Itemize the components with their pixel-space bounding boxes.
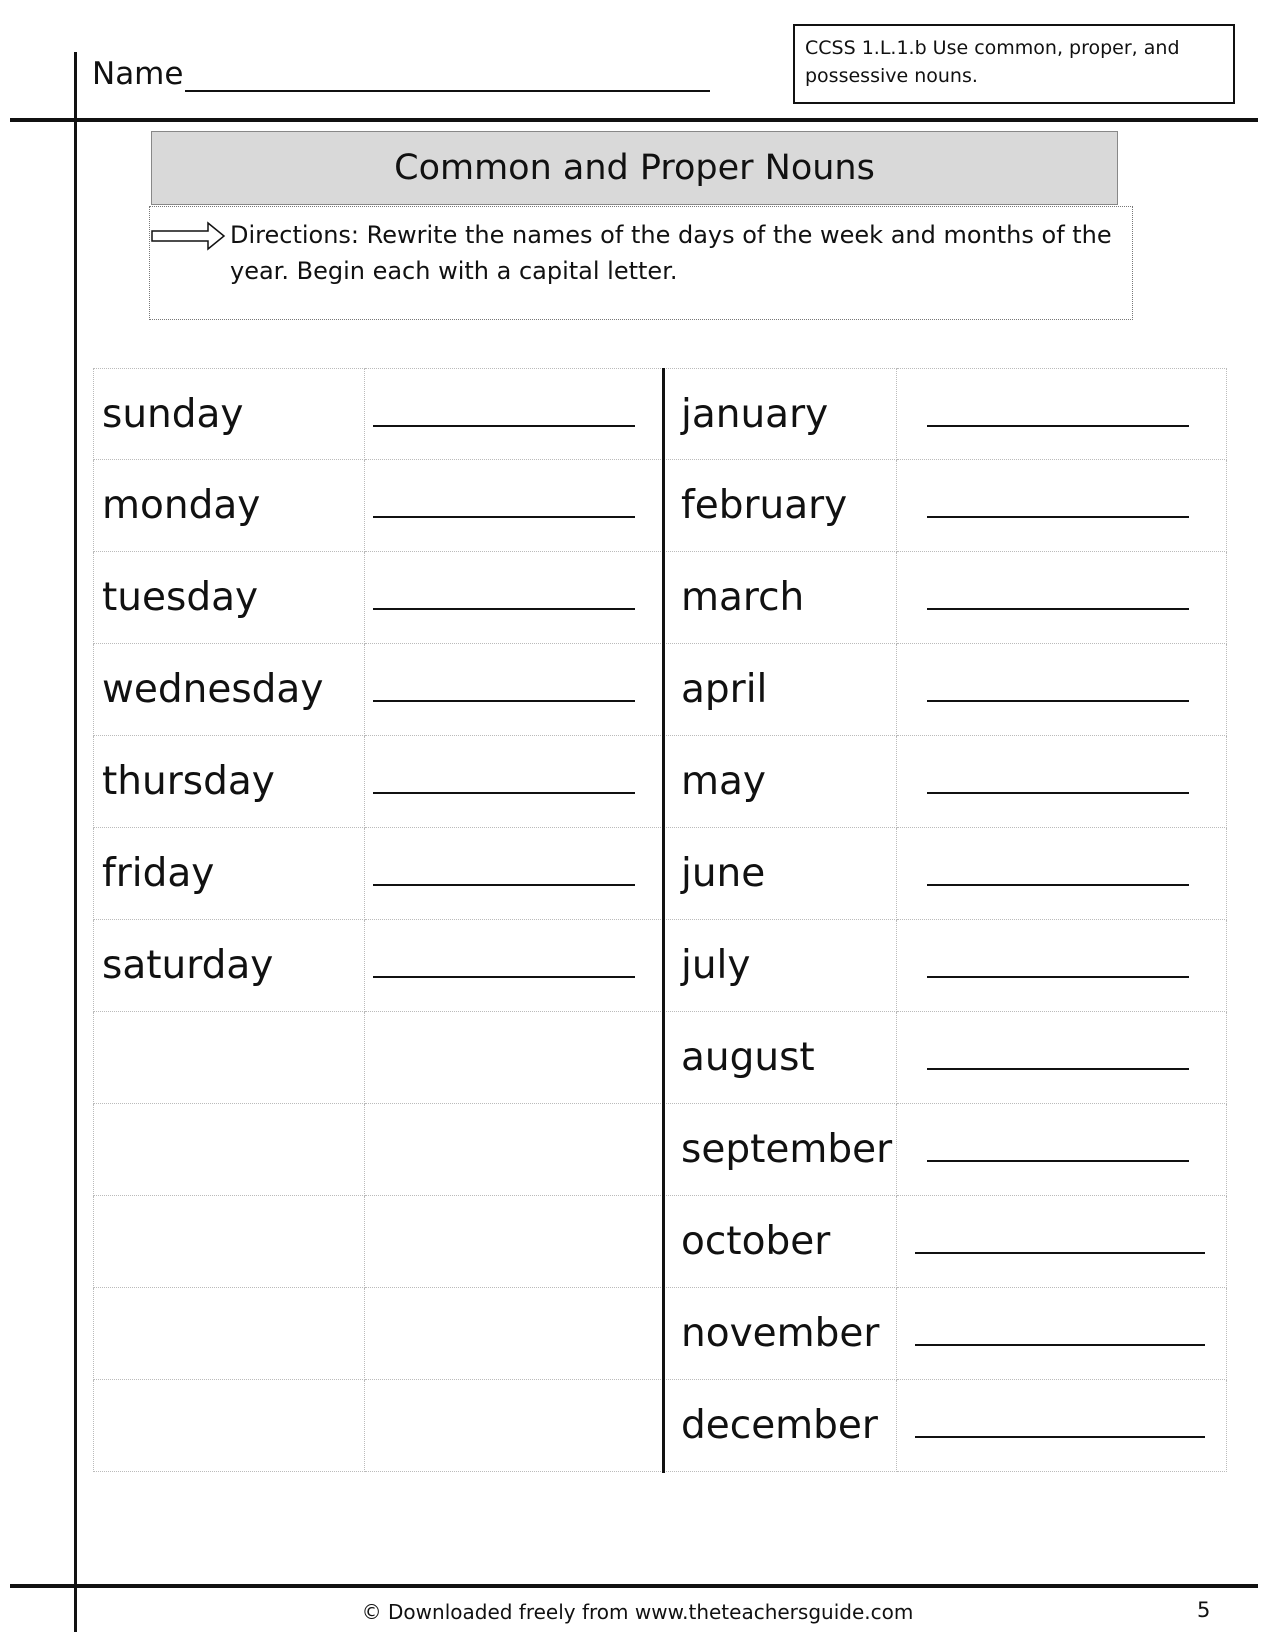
standard-box: CCSS 1.L.1.b Use common, proper, and possessive nouns. bbox=[793, 24, 1235, 104]
month-word-cell bbox=[663, 552, 897, 644]
month-answer-cell bbox=[897, 644, 1227, 736]
month-answer-blank[interactable] bbox=[927, 425, 1189, 427]
month-answer-cell bbox=[897, 828, 1227, 920]
day-answer-cell bbox=[365, 460, 663, 552]
month-word-cell bbox=[663, 828, 897, 920]
day-word: wednesday bbox=[102, 667, 324, 712]
month-answer-blank[interactable] bbox=[915, 1436, 1205, 1438]
month-answer-blank[interactable] bbox=[927, 700, 1189, 702]
month-word: january bbox=[681, 391, 829, 437]
day-answer-cell bbox=[365, 1196, 663, 1288]
month-answer-blank[interactable] bbox=[915, 1344, 1205, 1346]
month-word-cell bbox=[663, 368, 897, 460]
day-word: sunday bbox=[102, 391, 244, 437]
day-word-cell bbox=[93, 736, 365, 828]
month-word-cell bbox=[663, 1288, 897, 1380]
day-answer-cell bbox=[365, 368, 663, 460]
month-answer-blank[interactable] bbox=[927, 1068, 1189, 1070]
left-margin-line bbox=[74, 52, 77, 1632]
day-word: friday bbox=[102, 851, 215, 896]
day-answer-cell bbox=[365, 736, 663, 828]
day-answer-blank[interactable] bbox=[373, 792, 635, 794]
worksheet-title: Common and Proper Nouns bbox=[151, 131, 1118, 205]
day-word-cell bbox=[93, 460, 365, 552]
name-blank[interactable] bbox=[185, 60, 710, 92]
month-answer-cell bbox=[897, 460, 1227, 552]
day-word: thursday bbox=[102, 759, 275, 804]
day-answer-blank[interactable] bbox=[373, 425, 635, 427]
day-answer-blank[interactable] bbox=[373, 700, 635, 702]
month-answer-cell bbox=[897, 1196, 1227, 1288]
month-word-cell bbox=[663, 1104, 897, 1196]
day-word-cell bbox=[93, 644, 365, 736]
arrow-right-icon bbox=[150, 221, 226, 251]
day-answer-blank[interactable] bbox=[373, 884, 635, 886]
month-answer-cell bbox=[897, 368, 1227, 460]
month-answer-blank[interactable] bbox=[927, 792, 1189, 794]
footer-rule bbox=[10, 1584, 1258, 1588]
month-word: august bbox=[681, 1035, 815, 1080]
month-word-cell bbox=[663, 460, 897, 552]
footer-source: © Downloaded freely from www.theteachersguide.com bbox=[361, 1600, 914, 1624]
day-answer-blank[interactable] bbox=[373, 976, 635, 978]
day-word-cell bbox=[93, 1104, 365, 1196]
day-word: saturday bbox=[102, 943, 274, 988]
month-answer-blank[interactable] bbox=[915, 1252, 1205, 1254]
month-answer-cell bbox=[897, 1104, 1227, 1196]
day-answer-cell bbox=[365, 1288, 663, 1380]
day-answer-cell bbox=[365, 552, 663, 644]
day-word-cell bbox=[93, 920, 365, 1012]
month-answer-blank[interactable] bbox=[927, 976, 1189, 978]
month-word: june bbox=[681, 851, 766, 896]
day-word-cell bbox=[93, 1196, 365, 1288]
month-answer-cell bbox=[897, 552, 1227, 644]
month-answer-cell bbox=[897, 1380, 1227, 1472]
month-word: july bbox=[681, 943, 751, 988]
day-answer-cell bbox=[365, 828, 663, 920]
day-answer-blank[interactable] bbox=[373, 608, 635, 610]
month-answer-blank[interactable] bbox=[927, 884, 1189, 886]
month-word-cell bbox=[663, 920, 897, 1012]
month-answer-blank[interactable] bbox=[927, 608, 1189, 610]
month-word: september bbox=[681, 1127, 893, 1172]
day-word-cell bbox=[93, 1380, 365, 1472]
day-answer-cell bbox=[365, 1104, 663, 1196]
day-word-cell bbox=[93, 1012, 365, 1104]
month-answer-blank[interactable] bbox=[927, 516, 1189, 518]
month-word-cell bbox=[663, 736, 897, 828]
day-answer-cell bbox=[365, 1380, 663, 1472]
month-word-cell bbox=[663, 644, 897, 736]
day-word-cell bbox=[93, 828, 365, 920]
page-number: 5 bbox=[1197, 1598, 1211, 1622]
day-answer-cell bbox=[365, 644, 663, 736]
column-divider bbox=[662, 368, 665, 1473]
name-label: Name bbox=[92, 56, 184, 92]
month-word: february bbox=[681, 483, 848, 528]
month-word-cell bbox=[663, 1012, 897, 1104]
month-word: october bbox=[681, 1219, 831, 1264]
name-field bbox=[92, 56, 710, 92]
month-word: march bbox=[681, 575, 805, 620]
day-word: tuesday bbox=[102, 575, 259, 620]
header-rule bbox=[10, 118, 1258, 122]
month-answer-blank[interactable] bbox=[927, 1160, 1189, 1162]
month-answer-cell bbox=[897, 920, 1227, 1012]
month-word: may bbox=[681, 759, 766, 804]
day-answer-cell bbox=[365, 920, 663, 1012]
noun-table bbox=[93, 368, 1227, 1472]
month-word: april bbox=[681, 667, 768, 712]
directions-box bbox=[149, 206, 1133, 320]
day-answer-blank[interactable] bbox=[373, 516, 635, 518]
month-word: november bbox=[681, 1311, 880, 1356]
day-word-cell bbox=[93, 368, 365, 460]
month-word: december bbox=[681, 1403, 878, 1448]
month-word-cell bbox=[663, 1196, 897, 1288]
month-answer-cell bbox=[897, 1288, 1227, 1380]
month-word-cell bbox=[663, 1380, 897, 1472]
day-word: monday bbox=[102, 483, 261, 528]
directions-text: Directions: Rewrite the names of the days of the week and months of the year. Begin each with a capital letter. bbox=[230, 221, 1112, 285]
month-answer-cell bbox=[897, 736, 1227, 828]
day-word-cell bbox=[93, 552, 365, 644]
day-word-cell bbox=[93, 1288, 365, 1380]
day-answer-cell bbox=[365, 1012, 663, 1104]
month-answer-cell bbox=[897, 1012, 1227, 1104]
